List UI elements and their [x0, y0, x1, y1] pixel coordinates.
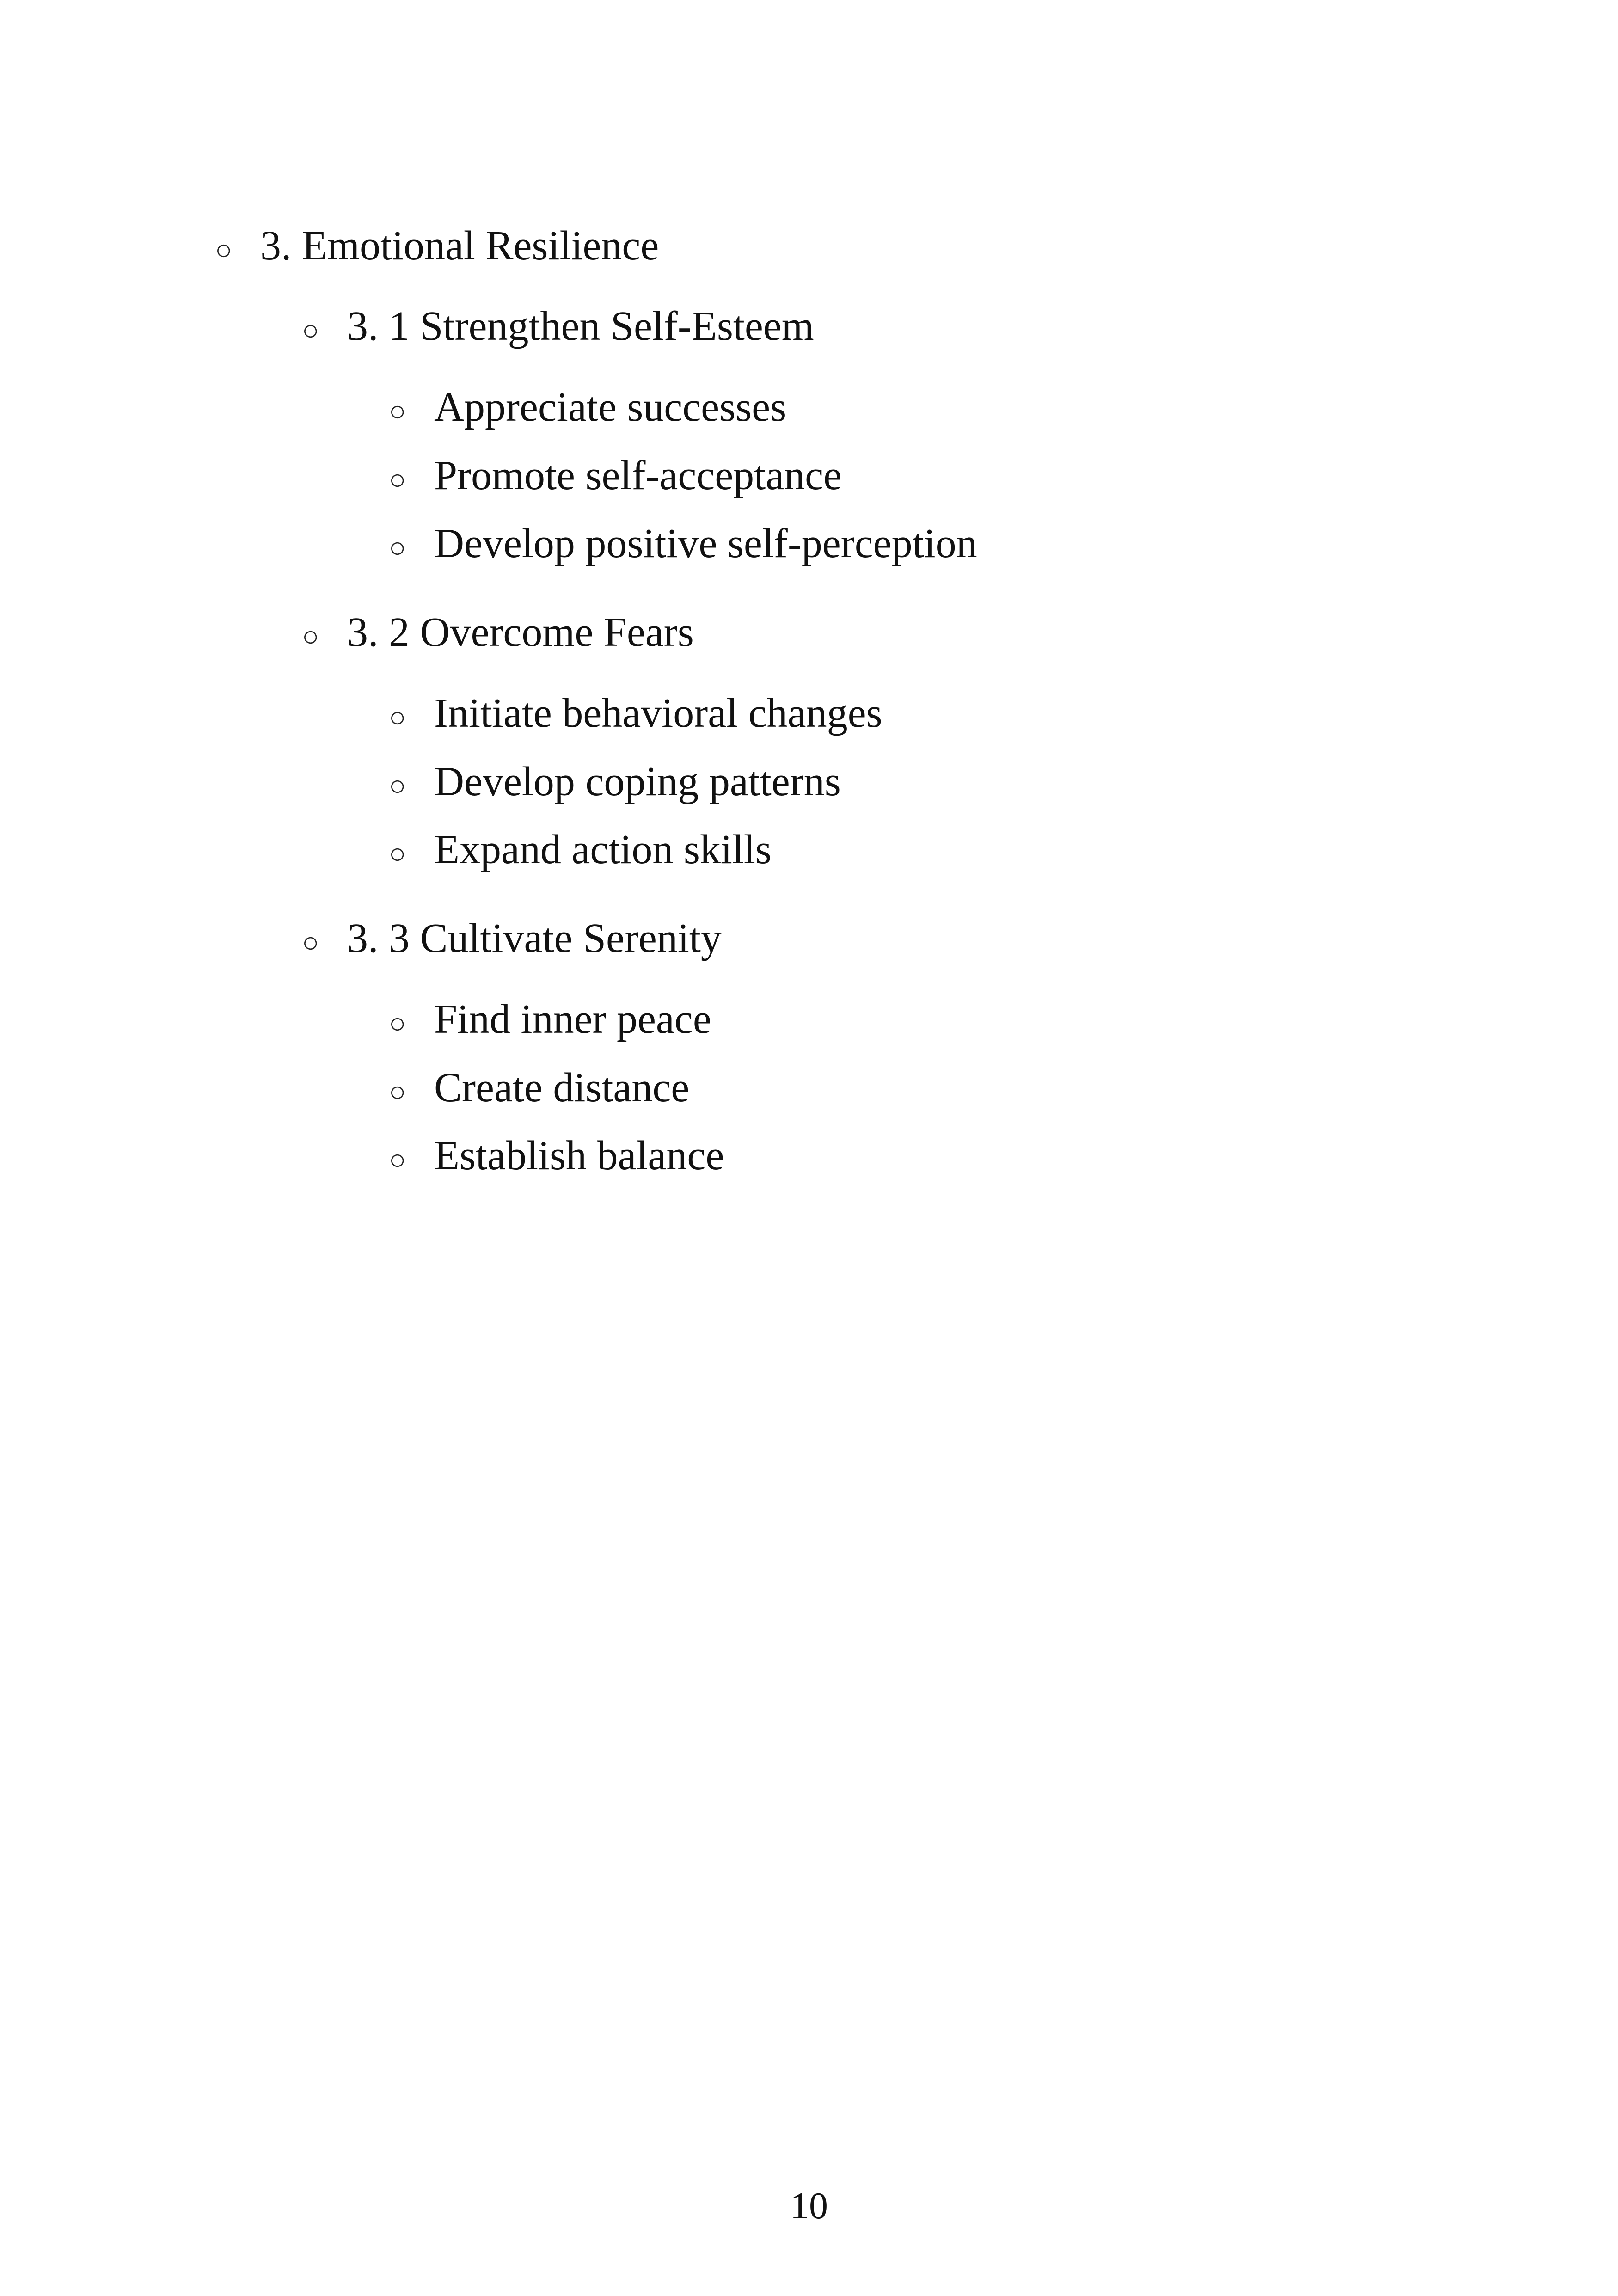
list-item-text: Expand action skills	[434, 827, 772, 872]
circle-bullet-icon: ○	[389, 770, 406, 802]
circle-bullet-icon: ○	[389, 1144, 406, 1176]
list-item-text: Promote self-acceptance	[434, 452, 842, 498]
circle-bullet-icon: ○	[389, 396, 406, 427]
section-heading-text: 3. Emotional Resilience	[260, 223, 659, 269]
outline-list-item	[389, 1064, 1556, 1112]
circle-bullet-icon: ○	[302, 927, 319, 958]
outline-list-item	[389, 689, 1556, 737]
circle-bullet-icon: ○	[389, 532, 406, 564]
outline-list-item	[389, 452, 1556, 500]
outline-subsection-heading	[302, 915, 1556, 963]
subsection-heading-text: 3. 2 Overcome Fears	[347, 609, 694, 655]
page-number: 10	[790, 2185, 828, 2227]
circle-bullet-icon: ○	[389, 1076, 406, 1108]
outline-list-item	[389, 1132, 1556, 1180]
circle-bullet-icon: ○	[302, 620, 319, 652]
outline-list-item	[389, 758, 1556, 806]
list-item-text: Initiate behavioral changes	[434, 690, 883, 736]
list-item-text: Find inner peace	[434, 996, 711, 1042]
outline-subsection-heading	[302, 608, 1556, 657]
list-item-text: Appreciate successes	[434, 384, 787, 430]
circle-bullet-icon: ○	[389, 702, 406, 733]
subsection-heading-text: 3. 1 Strengthen Self-Esteem	[347, 303, 814, 349]
list-item-text: Develop positive self-perception	[434, 521, 977, 566]
outline-list-item	[389, 520, 1556, 568]
outline-subsection-heading	[302, 302, 1556, 350]
circle-bullet-icon: ○	[215, 234, 233, 266]
outline-list-item	[389, 383, 1556, 431]
circle-bullet-icon: ○	[389, 838, 406, 870]
circle-bullet-icon: ○	[389, 1008, 406, 1039]
circle-bullet-icon: ○	[389, 464, 406, 496]
list-item-text: Establish balance	[434, 1133, 724, 1179]
subsection-heading-text: 3. 3 Cultivate Serenity	[347, 915, 722, 961]
document-outline	[215, 222, 1556, 1200]
list-item-text: Develop coping patterns	[434, 758, 841, 804]
outline-section-heading	[215, 222, 1556, 270]
circle-bullet-icon: ○	[302, 314, 319, 346]
list-item-text: Create distance	[434, 1064, 690, 1111]
outline-list-item	[389, 995, 1556, 1044]
outline-list-item	[389, 826, 1556, 874]
